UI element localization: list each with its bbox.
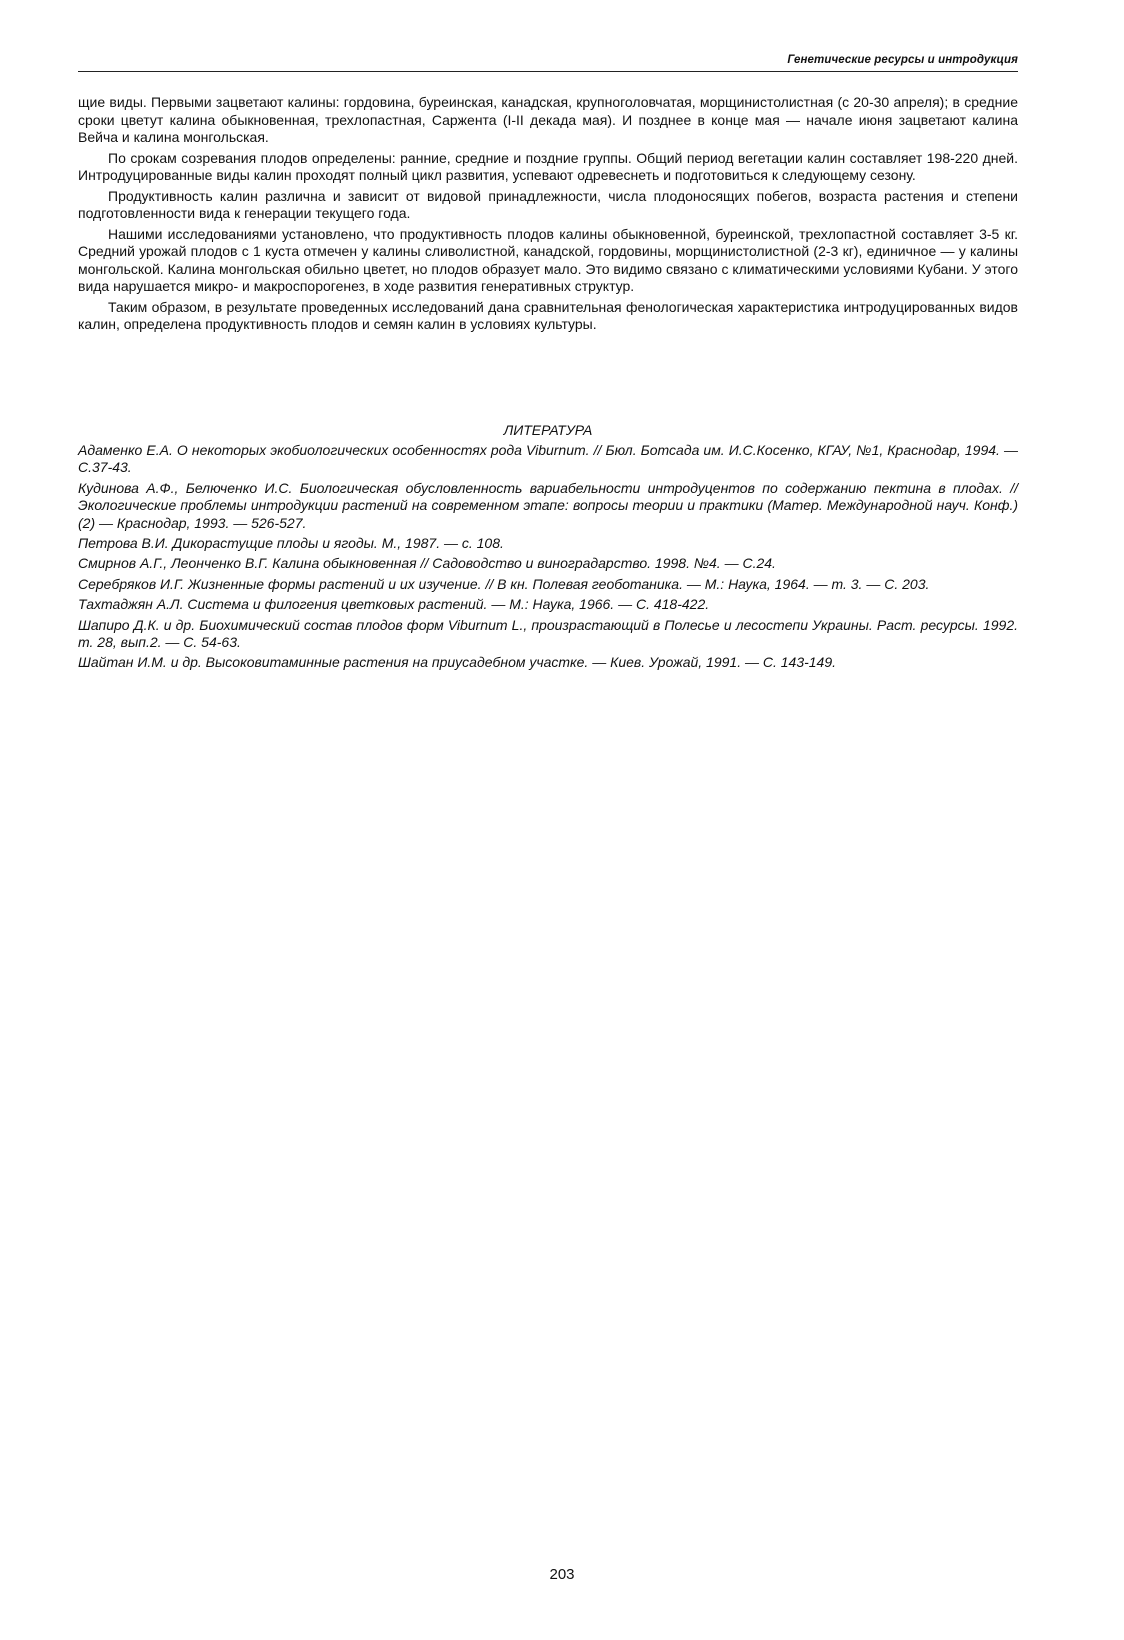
reference-item: Тахтаджян А.Л. Система и филогения цветковых растений. — М.: Наука, 1966. — С. 418-422. [78,596,710,613]
running-header-title: Генетические ресурсы и интродукция [787,54,1018,66]
reference-item: Шайтан И.М. и др. Высоковитаминные растения на приусадебном участке. — Киев. Урожай, 1991. — С. 143-149. [78,654,837,671]
running-header [78,52,1018,72]
reference-item: Кудинова А.Ф., Белюченко И.С. Биологическая обусловленность вариабельности интродуцентов по содержанию пектина в плодах. //Экологические проблемы интродукции растений на современном этапе: вопросы теории и практики (Матер. Международной науч. Конф.) (2) — Краснодар, 1993. — 526-527. [78,479,1018,531]
paragraph: Таким образом, в результате проведенных исследований дана сравнительная фенологическая характеристика интродуцированных видов калин, определена продуктивность плодов и семян калин в условиях культуры. [78,298,1018,332]
paragraph: щие виды. Первыми зацветают калины: гордовина, буреинская, канадская, крупноголовчатая, морщинистолистная (с 20-30 апреля); в средние сроки цветут калина обыкновенная, трехлопастная, Саржента (I-II декада мая). И позднее в конце мая — начале июня зацветают калина Вейча и калина монгольская. [78,94,1018,145]
literature-heading: ЛИТЕРАТУРА [503,422,593,438]
paragraph: Нашими исследованиями установлено, что продуктивность плодов калины обыкновенной, буреинской, трехлопастной составляет 3-5 кг. Средний урожай плодов с 1 куста отмечен у калины сливолистной, канадской, гордовины, морщинистолистной (2-3 кг), единичное — у калины монгольской. Калина монгольская обильно цветет, но плодов образует мало. Это видимо связано с климатическими условиями Кубани. У этого вида нарушается микро- и макроспорогенез, в ходе развития генеративных структур. [78,225,1018,294]
reference-list [78,442,1018,675]
header-rule [78,71,1018,72]
reference-item: Серебряков И.Г. Жизненные формы растений и их изучение. // В кн. Полевая геоботаника. — М.: Наука, 1964. — т. 3. — С. 203. [78,575,930,592]
body-text [78,94,1018,337]
reference-item: Смирнов А.Г., Леонченко В.Г. Калина обыкновенная // Садоводство и виноградарство. 1998. №4. — С.24. [78,555,776,572]
reference-item: Шапиро Д.К. и др. Биохимический состав плодов форм Viburnum L., произрастающий в Полесье и лесостепи Украины. Раст. ресурсы. 1992. т. 28, вып.2. — С. 54-63. [78,616,1018,651]
reference-item: Адаменко Е.А. О некоторых экобиологических особенностях рода Viburnum. // Бюл. Ботсада им. И.С.Косенко, КГАУ, №1, Краснодар, 1994. — С.37-43. [78,442,1018,476]
page-number: 203 [549,1566,575,1583]
paragraph: По срокам созревания плодов определены: ранние, средние и поздние группы. Общий период вегетации калин составляет 198-220 дней. Интродуцированные виды калин проходят полный цикл развития, успевают одревеснеть и подготовиться к следующему сезону. [78,149,1018,183]
reference-item: Петрова В.И. Дикорастущие плоды и ягоды. М., 1987. — с. 108. [78,535,504,552]
paragraph: Продуктивность калин различна и зависит от видовой принадлежности, числа плодоносящих побегов, возраста растения и степени подготовленности вида к генерации текущего года. [78,187,1018,221]
